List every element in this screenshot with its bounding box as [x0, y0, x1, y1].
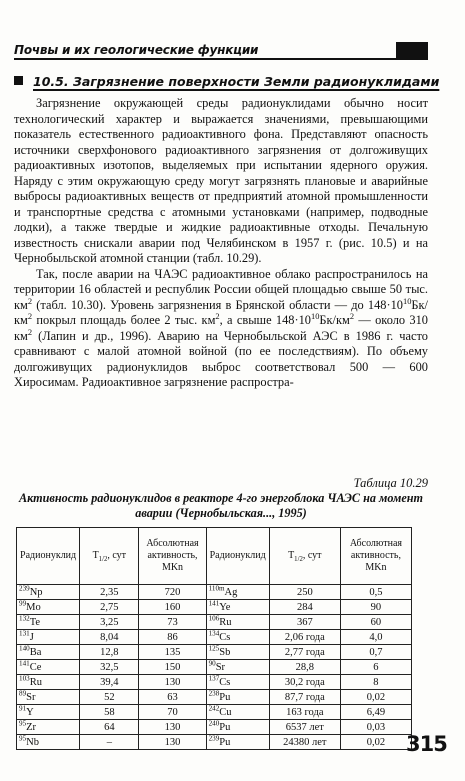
table-row — [17, 600, 412, 615]
half-life-cell: 52 — [80, 690, 139, 705]
table-row — [17, 660, 412, 675]
section-title: 10.5. Загрязнение поверхности Земли радионуклидами — [33, 74, 440, 89]
activity-cell: 0,7 — [340, 645, 411, 660]
nuclide-cell: $^{125}$Sb — [206, 645, 269, 660]
activity-cell: 0,02 — [340, 735, 411, 750]
nuclide-cell: $^{242}$Cu — [206, 705, 269, 720]
header-activity: Абсолютная активность, MKn — [340, 528, 411, 585]
nuclide-cell: $^{106}$Ru — [206, 615, 269, 630]
table-header-row — [17, 528, 412, 585]
table-row — [17, 690, 412, 705]
half-life-cell: 3,25 — [80, 615, 139, 630]
half-life-cell: 64 — [80, 720, 139, 735]
half-life-cell: 367 — [269, 615, 340, 630]
nuclide-activity-table — [16, 527, 412, 750]
half-life-cell: 8,04 — [80, 630, 139, 645]
nuclide-cell: $^{137}$Cs — [206, 675, 269, 690]
section-heading — [14, 72, 440, 92]
activity-cell: 4,0 — [340, 630, 411, 645]
half-life-cell: 2,77 года — [269, 645, 340, 660]
activity-cell: 73 — [139, 615, 206, 630]
header-activity: Абсолютная активность, MKn — [139, 528, 206, 585]
nuclide-cell: $^{131}$J — [17, 630, 80, 645]
table-number: Таблица 10.29 — [353, 476, 428, 490]
nuclide-cell: $^{95}$Zr — [17, 720, 80, 735]
half-life-cell: – — [80, 735, 139, 750]
half-life-cell: 2,06 года — [269, 630, 340, 645]
half-life-cell: 39,4 — [80, 675, 139, 690]
activity-cell: 720 — [139, 585, 206, 600]
half-life-cell: 284 — [269, 600, 340, 615]
activity-cell: 130 — [139, 735, 206, 750]
activity-cell: 0,5 — [340, 585, 411, 600]
activity-cell: 130 — [139, 720, 206, 735]
nuclide-cell: $^{95}$Nb — [17, 735, 80, 750]
table-row — [17, 735, 412, 750]
activity-cell: 6 — [340, 660, 411, 675]
nuclide-cell: $^{134}$Cs — [206, 630, 269, 645]
half-life-cell: 87,7 года — [269, 690, 340, 705]
table-row — [17, 585, 412, 600]
activity-cell: 0,02 — [340, 690, 411, 705]
header-nuclide: Радионуклид — [17, 528, 80, 585]
table-title: Активность радионуклидов в реакторе 4-го энергоблока ЧАЭС на момент аварии (Чернобыльская..., 1995) — [19, 491, 423, 520]
body-text — [14, 96, 428, 391]
activity-cell: 150 — [139, 660, 206, 675]
half-life-cell: 24380 лет — [269, 735, 340, 750]
activity-cell: 8 — [340, 675, 411, 690]
table-row — [17, 645, 412, 660]
square-bullet-icon — [14, 76, 23, 85]
half-life-cell: 58 — [80, 705, 139, 720]
table-row — [17, 615, 412, 630]
nuclide-cell: $^{89}$Sr — [17, 690, 80, 705]
header-nuclide: Радионуклид — [206, 528, 269, 585]
nuclide-cell: $^{110m}$Ag — [206, 585, 269, 600]
half-life-cell: 12,8 — [80, 645, 139, 660]
header-half-life: $T_{1/2}$, сут — [80, 528, 139, 585]
half-life-cell: 28,8 — [269, 660, 340, 675]
page-number: 315 — [406, 732, 447, 756]
nuclide-cell: $^{140}$Ba — [17, 645, 80, 660]
activity-cell: 86 — [139, 630, 206, 645]
nuclide-cell: $^{239}$Np — [17, 585, 80, 600]
activity-cell: 90 — [340, 600, 411, 615]
table-row — [17, 705, 412, 720]
nuclide-cell: $^{90}$Sr — [206, 660, 269, 675]
running-header — [14, 42, 428, 60]
half-life-cell: 6537 лет — [269, 720, 340, 735]
nuclide-cell: $^{240}$Pu — [206, 720, 269, 735]
paragraph-1: Загрязнение окружающей среды радионуклидами обычно носит технологический характер и выражается значениями, превышающими показатель естественного радиоактивного фона. Представляют опасность источники сверхфонового радиоактивного загрязнения от долгоживущих радиоактивных изотопов, выделяемых при испытании ядерного оружия. Наряду с этим окружающую среду могут загрязнять плановые и аварийные выбросы радиоактивных веществ от предприятий атомной промышленности и транспортные средства с атомными установками (например, подводные лодки), а также твердые и жидкие радиоактивные отходы. Печальную известность снискали аварии под Челябинском в 1957 г. (рис. 10.5) и на Чернобыльской атомной станции (табл. 10.29). — [14, 96, 428, 265]
nuclide-cell: $^{141}$Ce — [17, 660, 80, 675]
nuclide-cell: $^{238}$Pu — [206, 690, 269, 705]
half-life-cell: 250 — [269, 585, 340, 600]
half-life-cell: 30,2 года — [269, 675, 340, 690]
table-row — [17, 630, 412, 645]
table-row — [17, 675, 412, 690]
half-life-cell: 2,75 — [80, 600, 139, 615]
nuclide-cell: $^{141}$Ye — [206, 600, 269, 615]
header-half-life: $T_{1/2}$, сут — [269, 528, 340, 585]
half-life-cell: 2,35 — [80, 585, 139, 600]
half-life-cell: 32,5 — [80, 660, 139, 675]
nuclide-cell: $^{91}$Y — [17, 705, 80, 720]
half-life-cell: 163 года — [269, 705, 340, 720]
activity-cell: 63 — [139, 690, 206, 705]
header-black-bar — [396, 42, 428, 58]
nuclide-cell: $^{239}$Pu — [206, 735, 269, 750]
table-row — [17, 720, 412, 735]
activity-cell: 60 — [340, 615, 411, 630]
activity-cell: 135 — [139, 645, 206, 660]
activity-cell: 6,49 — [340, 705, 411, 720]
paragraph-2: Так, после аварии на ЧАЭС радиоактивное облако распространилось на территории 16 областей и республик России общей площадью свыше 50 тыс. $км^2$ (табл. 10.30). Уровень загрязнения в Брянской области — до $148\cdot 10^{10}Бк/км^2$ покрыл площадь более 2 тыс. $км^2$, а свыше $148\cdot 10^{10}Бк/км^2$ — около 310 $км^2$ (Лапин и др., 1996). Аварию на Чернобыльской АЭС в 1986 г. часто сравнивают с малой атомной войной (по ее последствиям). По объему долгоживущих радионуклидов выброс соответствовал 500 — 600 Хиросимам. Радиоактивное загрязнение распростра- — [14, 266, 428, 389]
activity-cell: 160 — [139, 600, 206, 615]
running-title: Почвы и их геологические функции — [14, 43, 259, 57]
activity-cell: 70 — [139, 705, 206, 720]
activity-cell: 0,03 — [340, 720, 411, 735]
nuclide-cell: $^{132}$Te — [17, 615, 80, 630]
nuclide-cell: $^{103}$Ru — [17, 675, 80, 690]
nuclide-cell: $^{99}$Mo — [17, 600, 80, 615]
table-body — [17, 585, 412, 750]
activity-cell: 130 — [139, 675, 206, 690]
